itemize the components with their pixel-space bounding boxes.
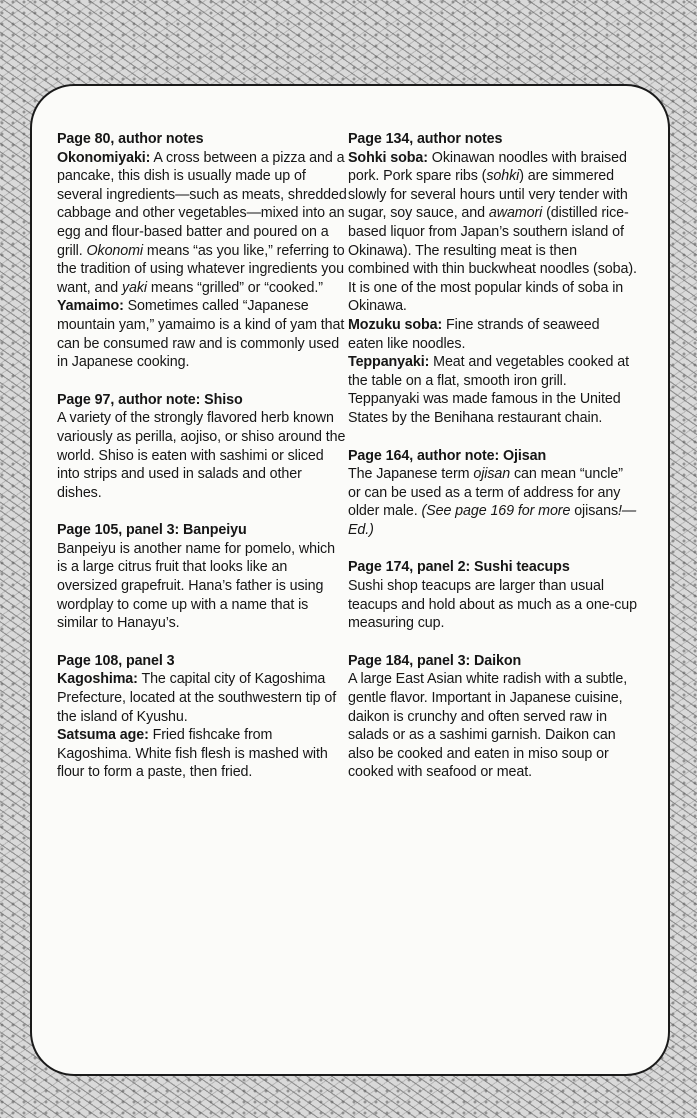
note-term: Mozuku soba: — [348, 316, 443, 333]
note-text: (distilled rice-based liquor from Japan’s southern island of Okinawa). The resulting meat is then combined with thin buckwheat noodles (soba). It is one of the most popular kinds of soba in Okinawa. — [348, 205, 637, 315]
note-item — [57, 540, 347, 633]
note-term: Sohki soba: — [348, 149, 428, 166]
note-text: means “grilled” or “cooked.” — [147, 279, 323, 296]
note-text: ojisans — [574, 503, 618, 520]
note-term: Yamaimo: — [57, 298, 124, 315]
note-text: A cross between a pizza and a pancake, this dish is usually made up of several ingredients—such as meats, shredded cabbage and other vegetables—mixed into an egg and flour-based batter and poured on a grill. — [57, 149, 347, 259]
note-item — [57, 670, 347, 726]
note-text: Sushi shop teacups are larger than usual teacups and hold about as much as a one-cup measuring cup. — [348, 578, 637, 632]
note-heading: Page 164, author note: Ojisan — [348, 447, 547, 464]
note-term: Okonomiyaki: — [57, 149, 151, 166]
note-heading: Page 80, author notes — [57, 131, 204, 147]
note-entry — [57, 652, 347, 782]
note-term: Kagoshima: — [57, 671, 138, 688]
note-text: ) are simmered slowly for several hours until very tender with sugar, soy sauce, and — [348, 168, 628, 222]
note-item — [57, 149, 347, 298]
note-text-italic: ojisan — [473, 466, 511, 483]
left-column — [57, 130, 347, 801]
note-text-italic: sohki — [486, 168, 520, 185]
note-text: Sometimes called “Japanese mountain yam,” yamaimo is a kind of yam that can be consumed raw and is commonly used in Japanese cooking. — [57, 298, 345, 371]
note-heading: Page 184, panel 3: Daikon — [348, 652, 522, 669]
note-entry — [57, 391, 347, 503]
note-item — [348, 465, 638, 539]
note-item — [57, 726, 347, 782]
note-heading: Page 97, author note: Shiso — [57, 391, 243, 408]
note-text: A variety of the strongly flavored herb known variously as perilla, aojiso, or shiso around the world. Shiso is eaten with sashimi or sliced into strips and used in salads and other dishes. — [57, 410, 346, 501]
note-text-italic: Okonomi — [86, 242, 144, 259]
note-text: The Japanese term — [348, 466, 474, 483]
note-item — [57, 409, 347, 502]
note-item — [57, 297, 347, 371]
note-text: The capital city of Kagoshima Prefecture, located at the southwestern tip of the island of Kyushu. — [57, 671, 337, 725]
note-item — [348, 353, 638, 427]
note-text: Fried fishcake from Kagoshima. White fish flesh is mashed with flour to form a paste, then fried. — [57, 727, 328, 781]
note-item — [348, 670, 638, 782]
note-heading: Page 134, author notes — [348, 131, 503, 147]
note-item — [348, 577, 638, 633]
notes-panel — [30, 84, 670, 1076]
note-heading: Page 174, panel 2: Sushi teacups — [348, 559, 570, 576]
note-text: A large East Asian white radish with a subtle, gentle flavor. Important in Japanese cuisine, daikon is crunchy and often served raw in salads or as a sashimi garnish. Daikon can also be cooked and eaten in miso soup or cooked with seafood or meat. — [348, 671, 628, 781]
note-text: can mean “uncle” or can be used as a term of address for any older male. — [348, 466, 623, 520]
note-text-italic: (See page 169 for more — [421, 503, 575, 520]
right-column — [348, 130, 638, 801]
note-term: Satsuma age: — [57, 727, 149, 744]
note-entry — [348, 652, 638, 782]
note-text: Banpeiyu is another name for pomelo, which is a large citrus fruit that looks like an oversized grapefruit. Hana’s father is using wordplay to come up with a name that is similar to Hanayu’s. — [57, 540, 335, 632]
note-text: Okinawan noodles with braised pork. Pork spare ribs ( — [348, 149, 627, 185]
note-item — [348, 149, 638, 316]
note-text: Fine strands of seaweed eaten like noodles. — [348, 316, 600, 352]
note-entry — [348, 130, 638, 428]
note-entry — [348, 558, 638, 632]
note-text-italic: yaki — [121, 279, 148, 296]
note-heading: Page 108, panel 3 — [57, 652, 175, 669]
note-text: means “as you like,” referring to the tradition of using whatever ingredients you want, and — [57, 242, 345, 296]
note-text-italic: awamori — [488, 205, 543, 222]
note-term: Teppanyaki: — [348, 354, 430, 371]
note-entry — [57, 521, 347, 633]
note-heading: Page 105, panel 3: Banpeiyu — [57, 522, 247, 539]
note-entry — [57, 130, 347, 372]
note-item — [348, 316, 638, 353]
note-entry — [348, 447, 638, 540]
note-text-italic: !—Ed.) — [348, 503, 637, 538]
note-text: Meat and vegetables cooked at the table on a flat, smooth iron grill. Teppanyaki was made famous in the United States by the Benihana restaurant chain. — [348, 354, 629, 426]
